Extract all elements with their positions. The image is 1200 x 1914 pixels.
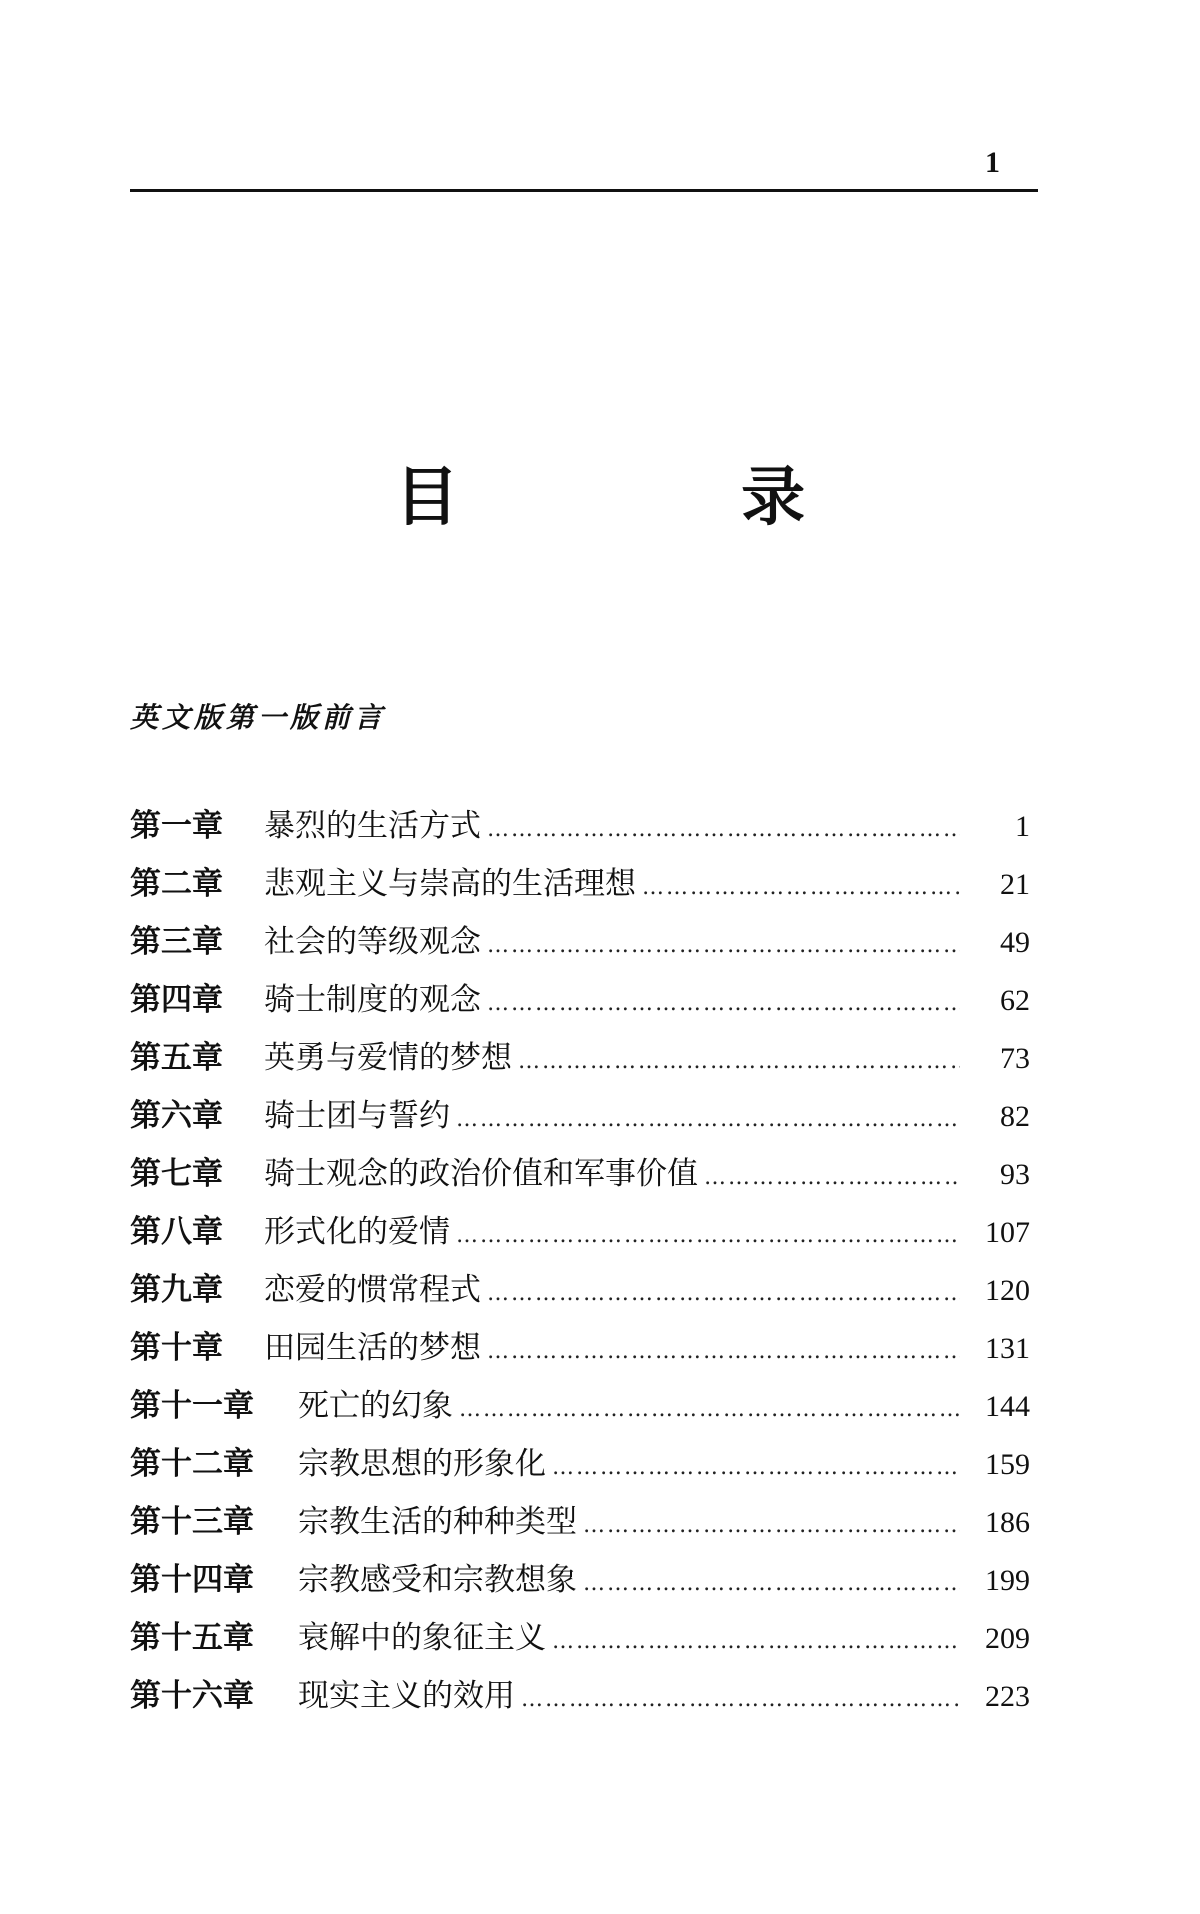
dot-leader [487, 1281, 960, 1306]
dot-leader [487, 991, 960, 1016]
chapter-title: 骑士团与誓约 [264, 1098, 450, 1134]
chapter-page-number: 107 [985, 1216, 1030, 1249]
chapter-entry [130, 858, 1030, 916]
chapter-title: 衰解中的象征主义 [298, 1620, 546, 1656]
dot-leader [552, 1455, 960, 1480]
chapter-entry [130, 1496, 1030, 1554]
chapter-page-number: 159 [985, 1448, 1030, 1481]
chapter-title: 田园生活的梦想 [264, 1330, 481, 1366]
chapter-title: 骑士制度的观念 [264, 982, 481, 1018]
chapter-entry [130, 1380, 1030, 1438]
chapter-page-number: 21 [1000, 868, 1030, 901]
chapter-number: 第七章 [130, 1156, 223, 1192]
dot-leader [456, 1107, 960, 1132]
chapter-title: 现实主义的效用 [298, 1678, 515, 1714]
chapter-entry [130, 1090, 1030, 1148]
chapter-number: 第四章 [130, 982, 223, 1018]
chapter-page-number: 62 [1000, 984, 1030, 1017]
chapter-entry [130, 1032, 1030, 1090]
chapter-page-number: 1 [1015, 810, 1030, 843]
chapter-title: 社会的等级观念 [264, 924, 481, 960]
dot-leader [583, 1513, 960, 1538]
page-number: 1 [985, 146, 1000, 179]
chapter-number: 第十六章 [130, 1678, 254, 1714]
chapter-number: 第十一章 [130, 1388, 254, 1424]
chapter-entry [130, 800, 1030, 858]
dot-leader [487, 817, 960, 842]
dot-leader [459, 1397, 960, 1422]
chapter-list [130, 800, 1030, 1728]
chapter-page-number: 223 [985, 1680, 1030, 1713]
chapter-title: 英勇与爱情的梦想 [264, 1040, 512, 1076]
chapter-page-number: 131 [985, 1332, 1030, 1365]
chapter-title: 悲观主义与崇高的生活理想 [264, 866, 636, 902]
chapter-entry [130, 916, 1030, 974]
chapter-entry [130, 1438, 1030, 1496]
dot-leader [642, 875, 960, 900]
chapter-number: 第六章 [130, 1098, 223, 1134]
chapter-page-number: 82 [1000, 1100, 1030, 1133]
chapter-number: 第五章 [130, 1040, 223, 1076]
dot-leader [487, 933, 960, 958]
chapter-page-number: 209 [985, 1622, 1030, 1655]
dot-leader [487, 1339, 960, 1364]
chapter-page-number: 186 [985, 1506, 1030, 1539]
chapter-number: 第十五章 [130, 1620, 254, 1656]
chapter-entry [130, 1148, 1030, 1206]
dot-leader [704, 1165, 960, 1190]
dot-leader [583, 1571, 960, 1596]
chapter-number: 第十章 [130, 1330, 223, 1366]
chapter-number: 第八章 [130, 1214, 223, 1250]
chapter-number: 第二章 [130, 866, 223, 902]
chapter-page-number: 199 [985, 1564, 1030, 1597]
preface-entry: 英文版第一版前言 [130, 701, 387, 734]
dot-leader [552, 1629, 960, 1654]
chapter-entry [130, 1612, 1030, 1670]
chapter-page-number: 93 [1000, 1158, 1030, 1191]
chapter-page-number: 49 [1000, 926, 1030, 959]
chapter-entry [130, 1206, 1030, 1264]
chapter-title: 宗教感受和宗教想象 [298, 1562, 577, 1598]
chapter-number: 第十四章 [130, 1562, 254, 1598]
chapter-title: 骑士观念的政治价值和军事价值 [264, 1156, 698, 1192]
chapter-entry [130, 1670, 1030, 1728]
chapter-entry [130, 974, 1030, 1032]
chapter-entry [130, 1554, 1030, 1612]
chapter-entry [130, 1322, 1030, 1380]
chapter-number: 第十二章 [130, 1446, 254, 1482]
chapter-title: 恋爱的惯常程式 [264, 1272, 481, 1308]
chapter-page-number: 73 [1000, 1042, 1030, 1075]
chapter-number: 第九章 [130, 1272, 223, 1308]
chapter-number: 第一章 [130, 808, 223, 844]
chapter-title: 宗教思想的形象化 [298, 1446, 546, 1482]
chapter-number: 第三章 [130, 924, 223, 960]
chapter-title: 死亡的幻象 [298, 1388, 453, 1424]
dot-leader [518, 1049, 960, 1074]
chapter-title: 暴烈的生活方式 [264, 808, 481, 844]
chapter-entry [130, 1264, 1030, 1322]
chapter-page-number: 120 [985, 1274, 1030, 1307]
chapter-title: 宗教生活的种种类型 [298, 1504, 577, 1540]
chapter-page-number: 144 [985, 1390, 1030, 1423]
chapter-number: 第十三章 [130, 1504, 254, 1540]
header-rule [130, 189, 1038, 192]
table-of-contents-title: 目 录 [394, 459, 936, 535]
dot-leader [456, 1223, 960, 1248]
dot-leader [521, 1687, 960, 1712]
chapter-title: 形式化的爱情 [264, 1214, 450, 1250]
